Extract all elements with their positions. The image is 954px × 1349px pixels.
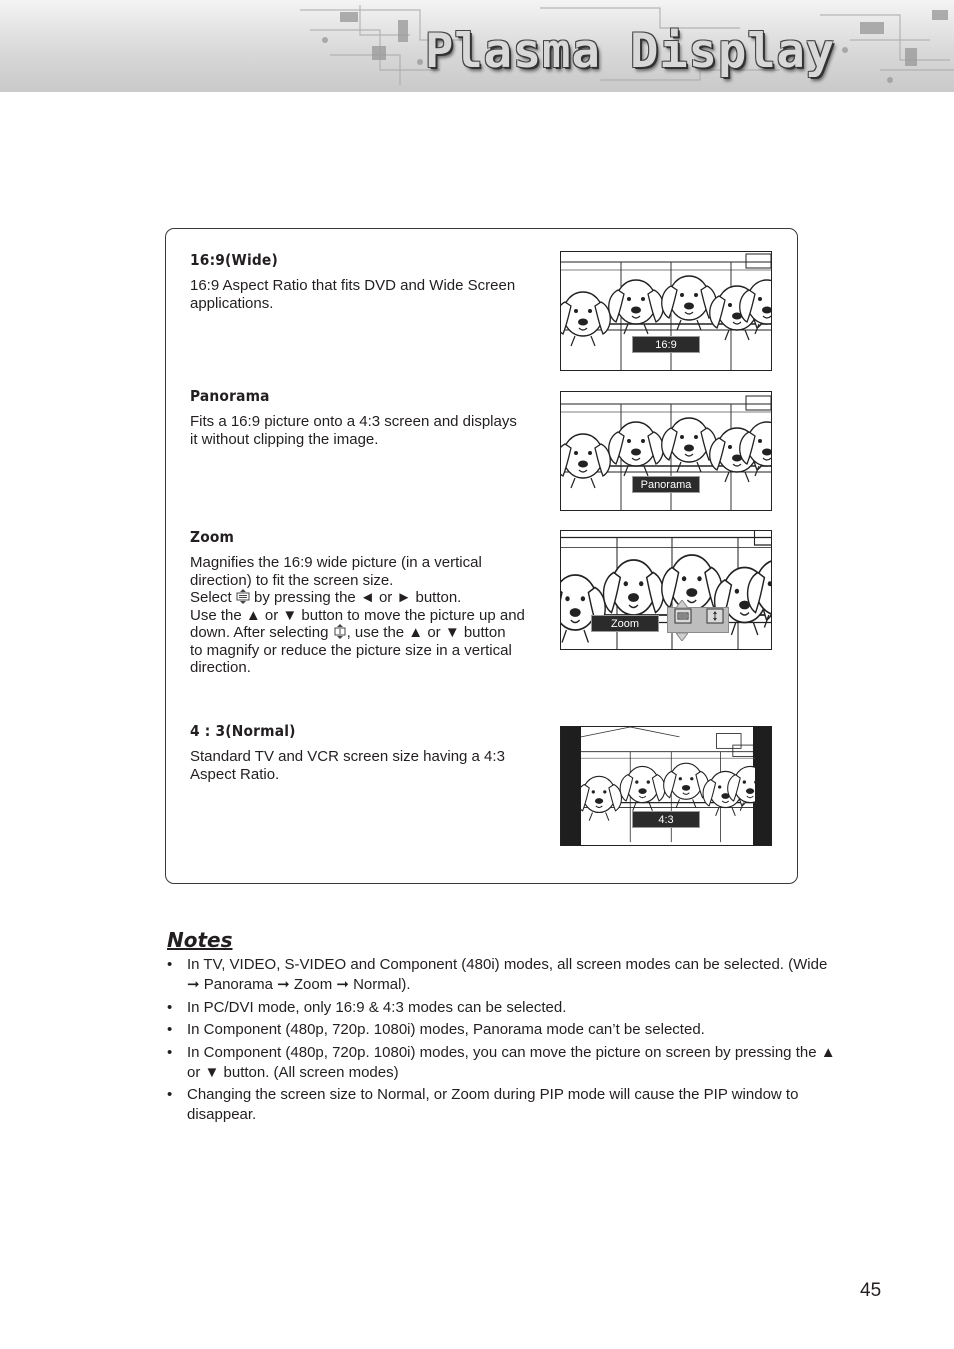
desc-line: Select (190, 589, 232, 606)
arrow-down-icon (676, 633, 688, 641)
mode-zoom (190, 528, 542, 677)
mode-description (190, 748, 542, 783)
desc-line: Standard TV and VCR screen size having a 4:3 (190, 748, 505, 765)
zoom-size-icon (706, 608, 724, 624)
screen-mode-osd: Panorama (632, 476, 700, 493)
page-number: 45 (860, 1280, 882, 1301)
mode-panorama (190, 387, 542, 448)
note-item: • In Component (480p, 720p. 1080i) modes, you can move the picture on screen by pressing the ▲ or ▼ button. (All screen modes) (167, 1043, 839, 1083)
header-banner (0, 0, 954, 92)
desc-line: by pressing the ◄ or ► button. (254, 589, 462, 606)
desc-line: applications. (190, 294, 274, 312)
mode-title: 4 : 3(Normal) (190, 722, 296, 740)
tv-screen-zoom (560, 530, 772, 650)
desc-line: direction. (190, 659, 251, 676)
mode-description (190, 554, 542, 677)
zoom-position-icon (236, 589, 250, 604)
mode-normal (190, 722, 542, 783)
desc-line: it without clipping the image. (190, 430, 379, 448)
tv-screen-wide (560, 251, 772, 371)
note-item: • In TV, VIDEO, S-VIDEO and Component (480i) modes, all screen modes can be selected. (Wide ➞ Panorama ➞ Zoom ➞ Normal). (167, 955, 839, 995)
mode-title: Panorama (190, 387, 270, 405)
page-header-title: Plasma Display (425, 24, 836, 79)
zoom-position-icon (674, 608, 692, 624)
mode-wide (190, 251, 542, 312)
note-item: • In PC/DVI mode, only 16:9 & 4:3 modes can be selected. (167, 998, 839, 1018)
mode-description (190, 413, 542, 448)
side-bar-left (561, 727, 581, 846)
tv-screen-panorama (560, 391, 772, 511)
side-bar-right (753, 727, 771, 846)
notes-heading: Notes (167, 928, 233, 952)
note-item: • Changing the screen size to Normal, or Zoom during PIP mode will cause the PIP window to disappear. (167, 1085, 839, 1125)
zoom-adjust-panel (667, 607, 729, 633)
desc-line: direction) to fit the screen size. (190, 571, 394, 589)
desc-line: to magnify or reduce the picture size in a vertical (190, 641, 512, 659)
screen-mode-osd: 16:9 (632, 336, 700, 353)
desc-line: Use the ▲ or ▼ button to move the picture up and (190, 606, 525, 624)
desc-line: 16:9 Aspect Ratio that fits DVD and Wide Screen (190, 277, 516, 294)
desc-line: Aspect Ratio. (190, 765, 280, 783)
desc-line: Magnifies the 16:9 wide picture (in a vertical (190, 554, 482, 571)
desc-line: , use the ▲ or ▼ button (346, 624, 506, 641)
desc-line: Fits a 16:9 picture onto a 4:3 screen and displays (190, 413, 517, 430)
desc-line: down. After selecting (190, 624, 329, 641)
notes-list (167, 955, 839, 1128)
mode-title: 16:9(Wide) (190, 251, 278, 269)
screen-mode-osd: 4:3 (632, 811, 700, 828)
mode-title: Zoom (190, 528, 235, 546)
note-item: • In Component (480p, 720p. 1080i) modes, Panorama mode can’t be selected. (167, 1020, 839, 1040)
screen-mode-osd: Zoom (591, 615, 659, 632)
zoom-size-icon (333, 624, 347, 639)
screen-modes-box (165, 228, 798, 884)
arrow-up-icon (676, 600, 688, 608)
tv-screen-normal (560, 726, 772, 846)
mode-description (190, 277, 542, 312)
